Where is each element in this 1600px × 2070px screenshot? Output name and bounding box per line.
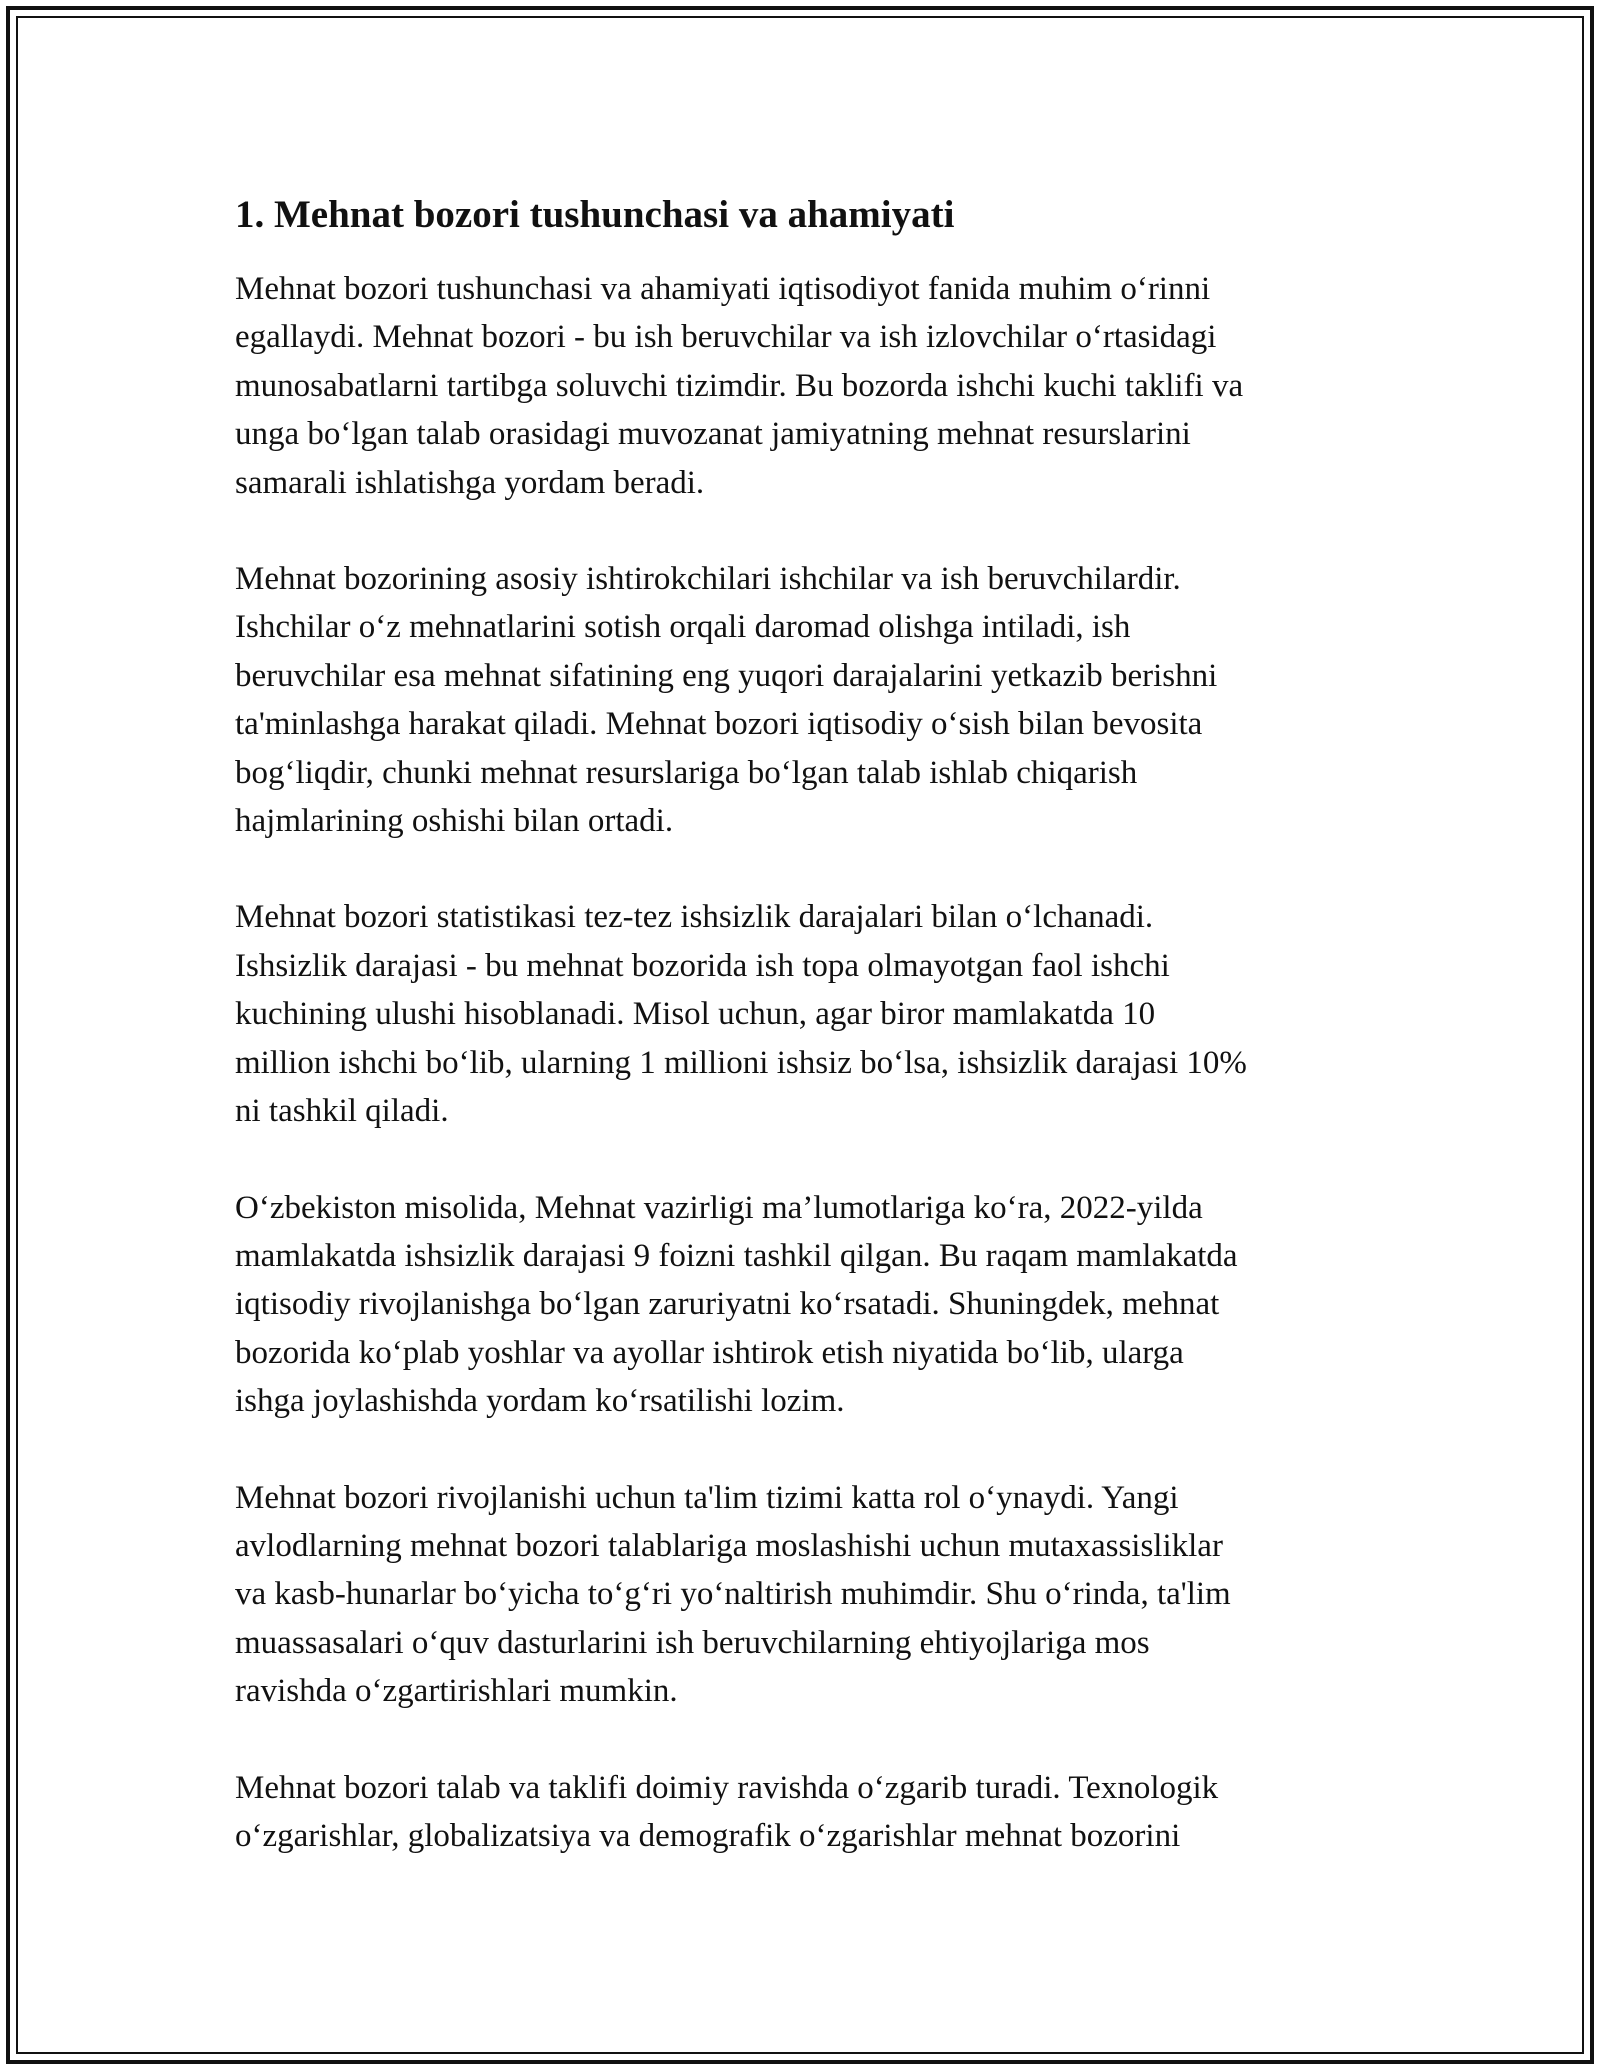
text-line: Mehnat bozori tushunchasi va ahamiyati iqtisodiyot fanida muhim oʻrinni [235,271,1211,307]
document-body [235,185,1375,1908]
paragraph-4 [235,1184,1375,1426]
text-line: va kasb-hunarlar boʻyicha toʻgʻri yoʻnaltirish muhimdir. Shu oʻrinda, ta'lim [235,1576,1231,1613]
paragraph-5 [235,1474,1375,1716]
text-line: mamlakatda ishsizlik darajasi 9 foizni tashkil qilgan. Bu raqam mamlakatda [235,1237,1238,1274]
paragraph-1 [235,265,1375,507]
section-heading: 1. Mehnat bozori tushunchasi va ahamiyati [235,193,955,236]
text-line: ni tashkil qiladi. [235,1093,449,1130]
text-line: bogʻliqdir, chunki mehnat resurslariga boʻlgan talab ishlab chiqarish [235,754,1138,791]
text-line: Mehnat bozori talab va taklifi doimiy ravishda oʻzgarib turadi. Texnologik [235,1769,1219,1806]
text-line: hajmlarining oshishi bilan ortadi. [235,803,674,840]
text-line: Ishsizlik darajasi - bu mehnat bozorida ish topa olmayotgan faol ishchi [235,947,1170,984]
text-line: Mehnat bozorining asosiy ishtirokchilari ishchilar va ish beruvchilardir. [235,561,1181,598]
text-line: unga boʻlgan talab orasidagi muvozanat jamiyatning mehnat resurslarini [235,416,1191,453]
paragraph-6 [235,1764,1375,1861]
text-line: oʻzgarishlar, globalizatsiya va demografik oʻzgarishlar mehnat bozorini [235,1817,1181,1854]
text-line: samarali ishlatishga yordam beradi. [235,464,705,501]
text-line: Mehnat bozori statistikasi tez-tez ishsizlik darajalari bilan oʻlchanadi. [235,899,1154,936]
text-line: ishga joylashishda yordam koʻrsatilishi lozim. [235,1383,845,1420]
text-line: egallaydi. Mehnat bozori - bu ish beruvchilar va ish izlovchilar oʻrtasidagi [235,319,1217,356]
text-line: Oʻzbekiston misolida, Mehnat vazirligi ma’lumotlariga koʻra, 2022-yilda [235,1189,1203,1226]
text-line: kuchining ulushi hisoblanadi. Misol uchun, agar biror mamlakatda 10 [235,996,1156,1033]
text-line: bozorida koʻplab yoshlar va ayollar ishtirok etish niyatida boʻlib, ularga [235,1334,1184,1371]
text-line: ravishda oʻzgartirishlari mumkin. [235,1673,678,1710]
paragraph-2 [235,555,1375,845]
text-line: iqtisodiy rivojlanishga boʻlgan zaruriyatni koʻrsatadi. Shuningdek, mehnat [235,1286,1220,1323]
text-line: ta'minlashga harakat qiladi. Mehnat bozori iqtisodiy oʻsish bilan bevosita [235,706,1203,743]
text-line: million ishchi boʻlib, ularning 1 millioni ishsiz boʻlsa, ishsizlik darajasi 10% [235,1044,1247,1081]
text-line: muassasalari oʻquv dasturlarini ish beruvchilarning ehtiyojlariga mos [235,1624,1150,1661]
text-line: beruvchilar esa mehnat sifatining eng yuqori darajalarini yetkazib berishni [235,657,1218,694]
text-line: Ishchilar oʻz mehnatlarini sotish orqali daromad olishga intiladi, ish [235,609,1131,646]
text-line: munosabatlarni tartibga soluvchi tizimdir. Bu bozorda ishchi kuchi taklifi va [235,367,1244,404]
paragraph-3 [235,893,1375,1135]
text-line: Mehnat bozori rivojlanishi uchun ta'lim tizimi katta rol oʻynaydi. Yangi [235,1479,1179,1516]
text-line: avlodlarning mehnat bozori talablariga moslashishi uchun mutaxassisliklar [235,1527,1223,1564]
